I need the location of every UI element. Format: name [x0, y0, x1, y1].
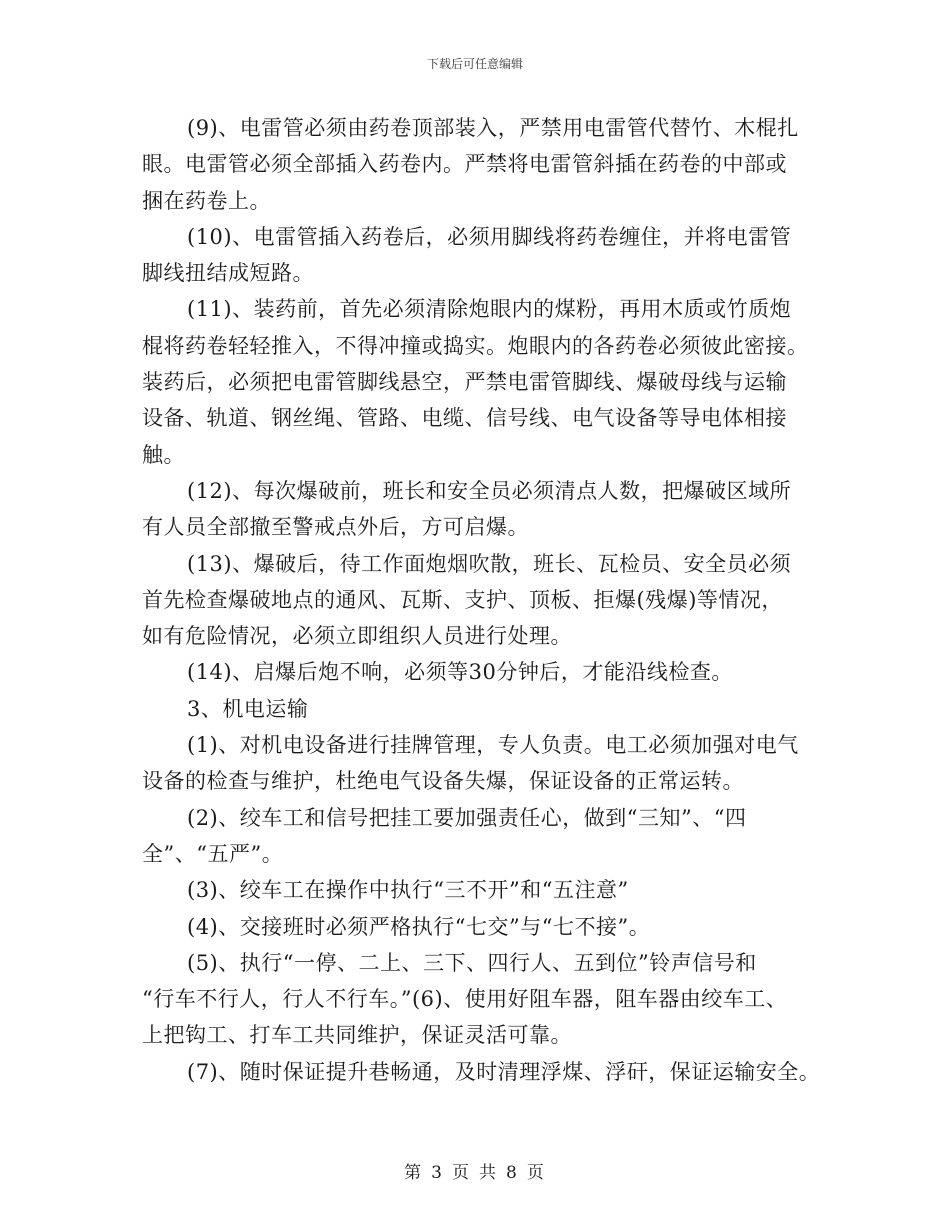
total-page-number: 8 — [506, 1163, 519, 1183]
text-line: (4)、交接班时必须严格执行“七交”与“七不接”。 — [187, 914, 651, 939]
text-line: 触。 — [142, 442, 185, 467]
text-line: 首先检查爆破地点的通风、瓦斯、支护、顶板、拒爆(残爆)等情况， — [142, 587, 783, 612]
text-line: 设备的检查与维护，杜绝电气设备失爆，保证设备的正常运转。 — [142, 769, 744, 794]
text-line: (9)、电雷管必须由药卷顶部装入，严禁用电雷管代替竹、木棍扎 — [187, 116, 799, 140]
text-line: 脚线扭结成短路。 — [142, 261, 314, 286]
text-line: (3)、绞车工在操作中执行“三不开”和“五注意” — [187, 878, 629, 903]
body-text — [142, 110, 832, 1090]
text-line: 眼。电雷管必须全部插入药卷内。严禁将电雷管斜插在药卷的中部或 — [142, 152, 787, 177]
text-line: 装药后，必须把电雷管脚线悬空，严禁电雷管脚线、爆破母线与运输 — [142, 370, 787, 395]
text-line: 有人员全部撤至警戒点外后，方可启爆。 — [142, 515, 529, 540]
page-footer — [0, 1158, 950, 1183]
section-heading: 3、机电运输 — [187, 696, 309, 721]
text-line: 上把钩工、打车工共同维护，保证灵活可靠。 — [142, 1023, 572, 1048]
current-page-number: 3 — [431, 1163, 444, 1183]
page-header: 下载后可任意编辑 — [426, 57, 523, 71]
text-line: “行车不行人，行人不行车。”(6)、使用好阻车器，阻车器由绞车工、 — [142, 987, 788, 1012]
text-line: (11)、装药前，首先必须清除炮眼内的煤粉，再用木质或竹质炮 — [187, 297, 792, 322]
text-line: (14)、启爆后炮不响，必须等30分钟后，才能沿线检查。 — [187, 660, 733, 685]
text-line: 设备、轨道、钢丝绳、管路、电缆、信号线、电气设备等导电体相接 — [142, 406, 787, 431]
text-line: 如有危险情况，必须立即组织人员进行处理。 — [142, 624, 572, 649]
footer-total-word: 共 — [479, 1163, 498, 1183]
footer-prefix: 第 — [404, 1163, 424, 1183]
footer-suffix: 页 — [526, 1163, 546, 1183]
text-line: 捆在药卷上。 — [142, 188, 271, 213]
text-line: (2)、绞车工和信号把挂工要加强责任心，做到“三知”、“四 — [187, 805, 747, 830]
text-line: (5)、执行“一停、二上、三下、四行人、五到位”铃声信号和 — [187, 950, 757, 975]
text-line: 棍将药卷轻轻推入，不得冲撞或捣实。炮眼内的各药卷必须彼此密接。 — [142, 333, 809, 358]
text-line: (13)、爆破后，待工作面炮烟吹散，班长、瓦检员、安全员必须 — [187, 551, 792, 576]
text-line: (12)、每次爆破前，班长和安全员必须清点人数，把爆破区域所 — [187, 478, 792, 503]
text-line: (1)、对机电设备进行挂牌管理，专人负责。电工必须加强对电气 — [187, 733, 799, 758]
text-line: (10)、电雷管插入药卷后，必须用脚线将药卷缠住，并将电雷管 — [187, 224, 792, 249]
text-line: (7)、随时保证提升巷畅通，及时清理浮煤、浮矸，保证运输安全。 — [187, 1059, 821, 1084]
text-line: 全”、“五严”。 — [142, 841, 284, 866]
footer-page-word: 页 — [452, 1163, 471, 1183]
